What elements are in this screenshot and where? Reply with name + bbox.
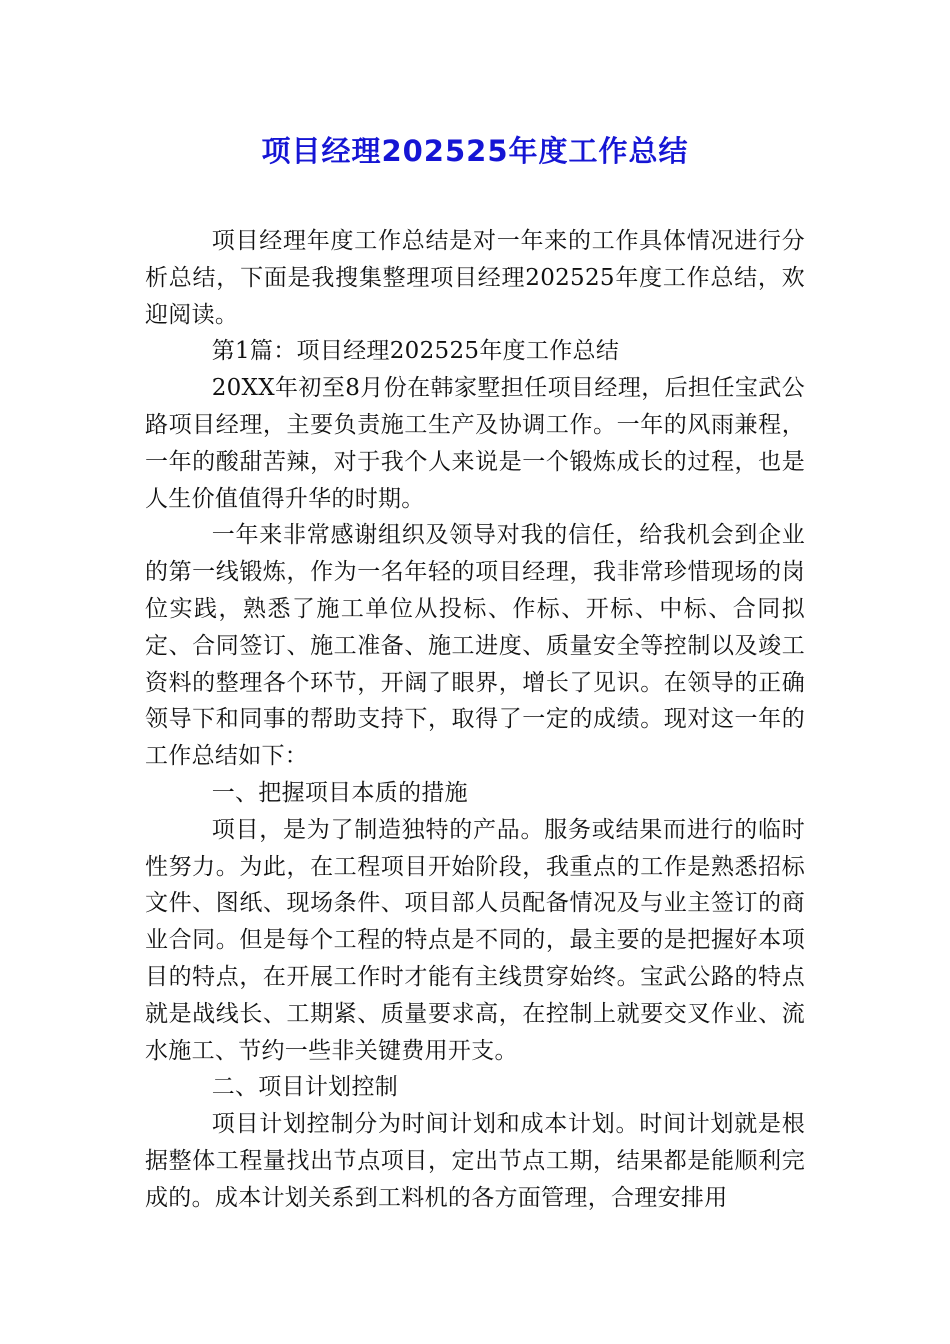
document-body	[145, 223, 805, 1217]
section-heading: 二、项目计划控制	[211, 1074, 399, 1101]
chapter-heading: 第1篇：项目经理202525年度工作总结	[211, 338, 620, 365]
body-paragraph: 项目，是为了制造独特的产品。服务或结果而进行的临时性努力。为此，在工程项目开始阶段，我重点的工作是熟悉招标文件、图纸、现场条件、项目部人员配备情况及与业主签订的商业合同。但是每个工程的特点是不同的，最主要的是把握好本项目的特点，在开展工作时才能有主线贯穿始终。宝武公路的特点就是战线长、工期紧、质量要求高，在控制上就要交叉作业、流水施工、节约一些非关键费用开支。	[145, 816, 805, 1064]
section-heading: 一、把握项目本质的措施	[211, 779, 468, 806]
body-paragraph: 一年来非常感谢组织及领导对我的信任，给我机会到企业的第一线锻炼，作为一名年轻的项目经理，我非常珍惜现场的岗位实践，熟悉了施工单位从投标、作标、开标、中标、合同拟定、合同签订、施工准备、施工进度、质量安全等控制以及竣工资料的整理各个环节，开阔了眼界，增长了见识。在领导的正确领导下和同事的帮助支持下，取得了一定的成绩。现对这一年的工作总结如下：	[145, 522, 805, 770]
document-title: 项目经理202525年度工作总结	[261, 134, 689, 168]
body-paragraph: 项目计划控制分为时间计划和成本计划。时间计划就是根据整体工程量找出节点项目，定出节点工期，结果都是能顺利完成的。成本计划关系到工料机的各方面管理，合理安排用	[145, 1111, 805, 1211]
body-paragraph: 20XX年初至8月份在韩家墅担任项目经理，后担任宝武公路项目经理，主要负责施工生产及协调工作。一年的风雨兼程，一年的酸甜苦辣，对于我个人来说是一个锻炼成长的过程，也是人生价值值得升华的时期。	[145, 375, 805, 512]
intro-paragraph: 项目经理年度工作总结是对一年来的工作具体情况进行分析总结，下面是我搜集整理项目经理202525年度工作总结，欢迎阅读。	[145, 228, 805, 328]
